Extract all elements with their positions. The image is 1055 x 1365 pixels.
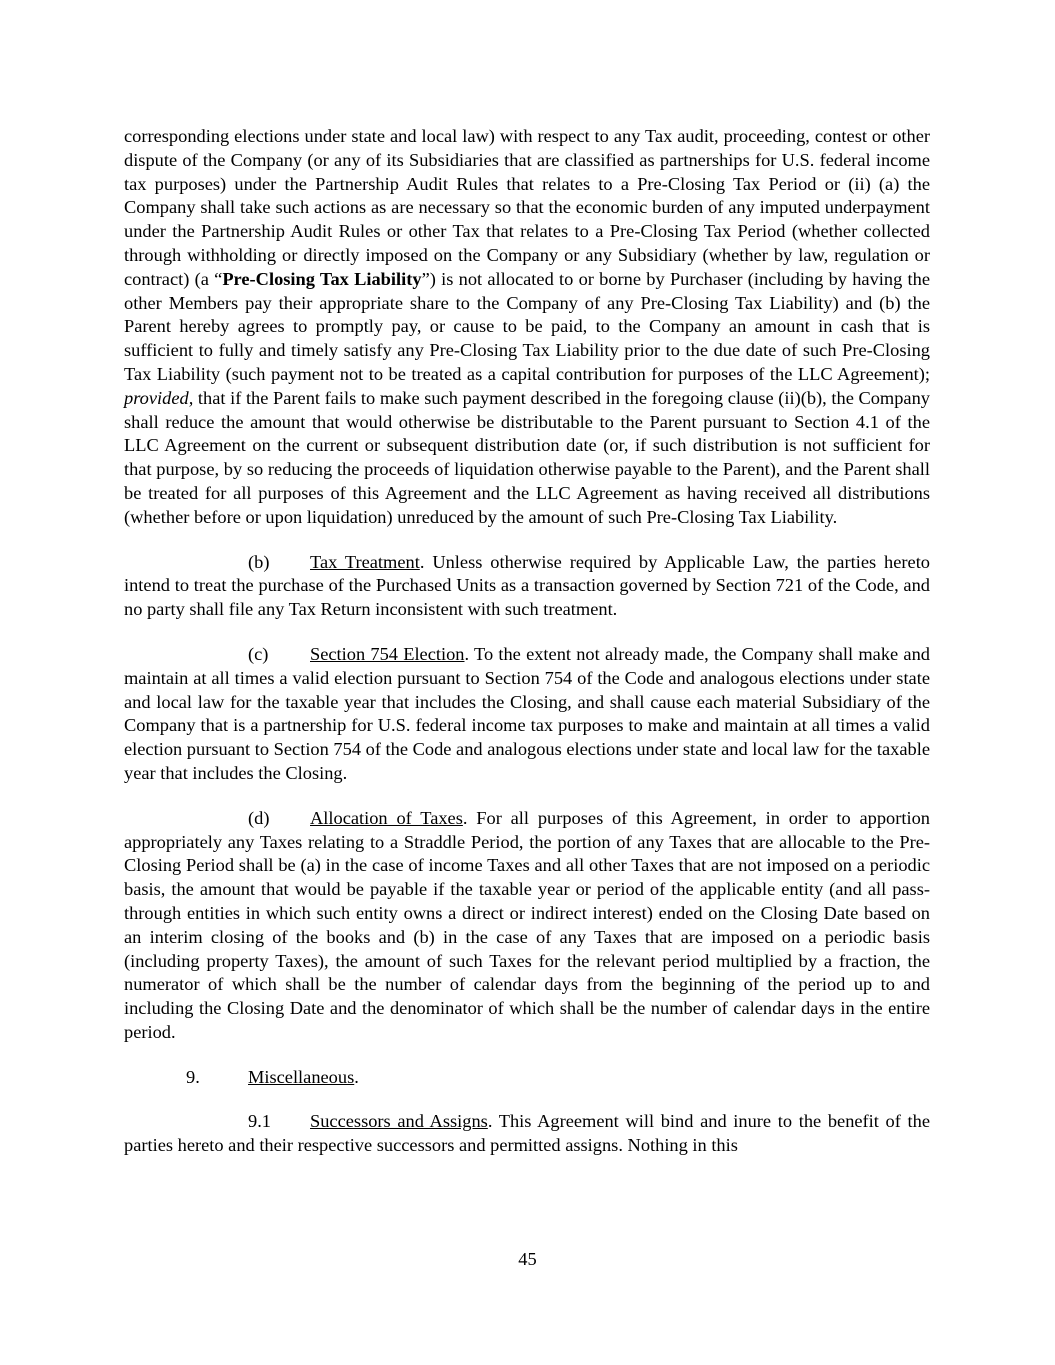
section-d-body: . For all purposes of this Agreement, in order to apportion appropriately any Taxes relating to a Straddle Period, the portion of any Taxes that are allocable to the Pre-Closing Period shall be (a) in the case of income Taxes and all other Taxes that are not imposed on a periodic basis, the amount that would be payable if the taxable year or period of the applicable entity (and all pass-through entities in which such entity owns a direct or indirect interest) ended on the Closing Date based on an interim closing of the books and (b) in the case of any Taxes that are imposed on a periodic basis (including property Taxes), the amount of such Taxes for the relevant period multiplied by a fraction, the numerator of which shall be the number of calendar days from the beginning of the period up to and including the Closing Date and the denominator of which shall be the number of calendar days in the entire period.: [124, 807, 930, 1042]
proviso-term: provided,: [124, 387, 194, 408]
section-9-1-label: 9.1: [248, 1111, 271, 1132]
intro-text-2: ”) is not allocated to or borne by Purchaser (including by having the other Members pay their appropriate share to the Company of any Pre-Closing Tax Liability) and (b) the Parent hereby agrees to promptly pay, or cause to be paid, to the Company an amount in cash that is sufficient to fully and timely satisfy any Pre-Closing Tax Liability prior to the due date of such Pre-Closing Tax Liability (such payment not to be treated as a capital contribution for purposes of the LLC Agreement);: [124, 268, 931, 384]
section-c-body: . To the extent not already made, the Company shall make and maintain at all times a valid election pursuant to Section 754 of the Code and analogous elections under state and local law for the taxable year that includes the Closing, and shall cause each material Subsidiary of the Company that is a partnership for U.S. federal income tax purposes to make and maintain at all times a valid election pursuant to Section 754 of the Code and analogous elections under state and local law for the taxable year that includes the Closing.: [124, 643, 930, 783]
document-page: [124, 125, 930, 1158]
section-c-paragraph: [124, 643, 930, 786]
section-9-suffix: .: [354, 1066, 359, 1087]
section-d-title: Allocation of Taxes: [310, 807, 463, 828]
intro-text-1: corresponding elections under state and local law) with respect to any Tax audit, proceeding, contest or other dispute of the Company (or any of its Subsidiaries that are classified as partnerships for U.S. federal income tax purposes) under the Partnership Audit Rules that relates to a Pre-Closing Tax Period or (ii) (a) the Company shall take such actions as are necessary so that the economic burden of any imputed underpayment under the Partnership Audit Rules or other Tax that relates to a Pre-Closing Tax Period (whether collected through withholding or directly imposed on the Company or any Subsidiary (whether by law, regulation or contract) (a “: [124, 126, 930, 289]
section-b-label: (b): [248, 551, 270, 572]
section-c-title: Section 754 Election: [310, 643, 465, 664]
section-d-label: (d): [248, 807, 270, 828]
page-number: 45: [518, 1249, 537, 1269]
intro-paragraph: [124, 125, 930, 530]
section-b-paragraph: [124, 551, 930, 622]
section-9-1-paragraph: [124, 1110, 930, 1158]
section-9-1-title: Successors and Assigns: [310, 1111, 488, 1132]
section-9-number: 9.: [186, 1066, 200, 1087]
section-9-heading: [124, 1066, 930, 1090]
section-b-title: Tax Treatment: [310, 551, 420, 572]
intro-text-3: that if the Parent fails to make such payment described in the foregoing clause (ii)(b), the Company shall reduce the amount that would otherwise be distributable to the Parent pursuant to Section 4.1 of the LLC Agreement on the current or subsequent distribution date (or, if such distribution is not sufficient for that purpose, by so reducing the proceeds of liquidation otherwise payable to the Parent), and the Parent shall be treated for all purposes of this Agreement and the LLC Agreement as having received all distributions (whether before or upon liquidation) unreduced by the amount of such Pre-Closing Tax Liability.: [124, 387, 930, 527]
section-c-label: (c): [248, 643, 269, 664]
section-9-1-body: . This Agreement will bind and inure to the benefit of the parties hereto and their respective successors and permitted assigns. Nothing in this: [124, 1111, 931, 1156]
defined-term-pre-closing-tax-liability: Pre-Closing Tax Liability: [222, 268, 422, 289]
section-b-body: . Unless otherwise required by Applicable Law, the parties hereto intend to treat the purchase of the Purchased Units as a transaction governed by Section 721 of the Code, and no party shall file any Tax Return inconsistent with such treatment.: [124, 551, 930, 620]
section-d-paragraph: [124, 807, 930, 1045]
section-9-title: Miscellaneous: [248, 1066, 355, 1087]
